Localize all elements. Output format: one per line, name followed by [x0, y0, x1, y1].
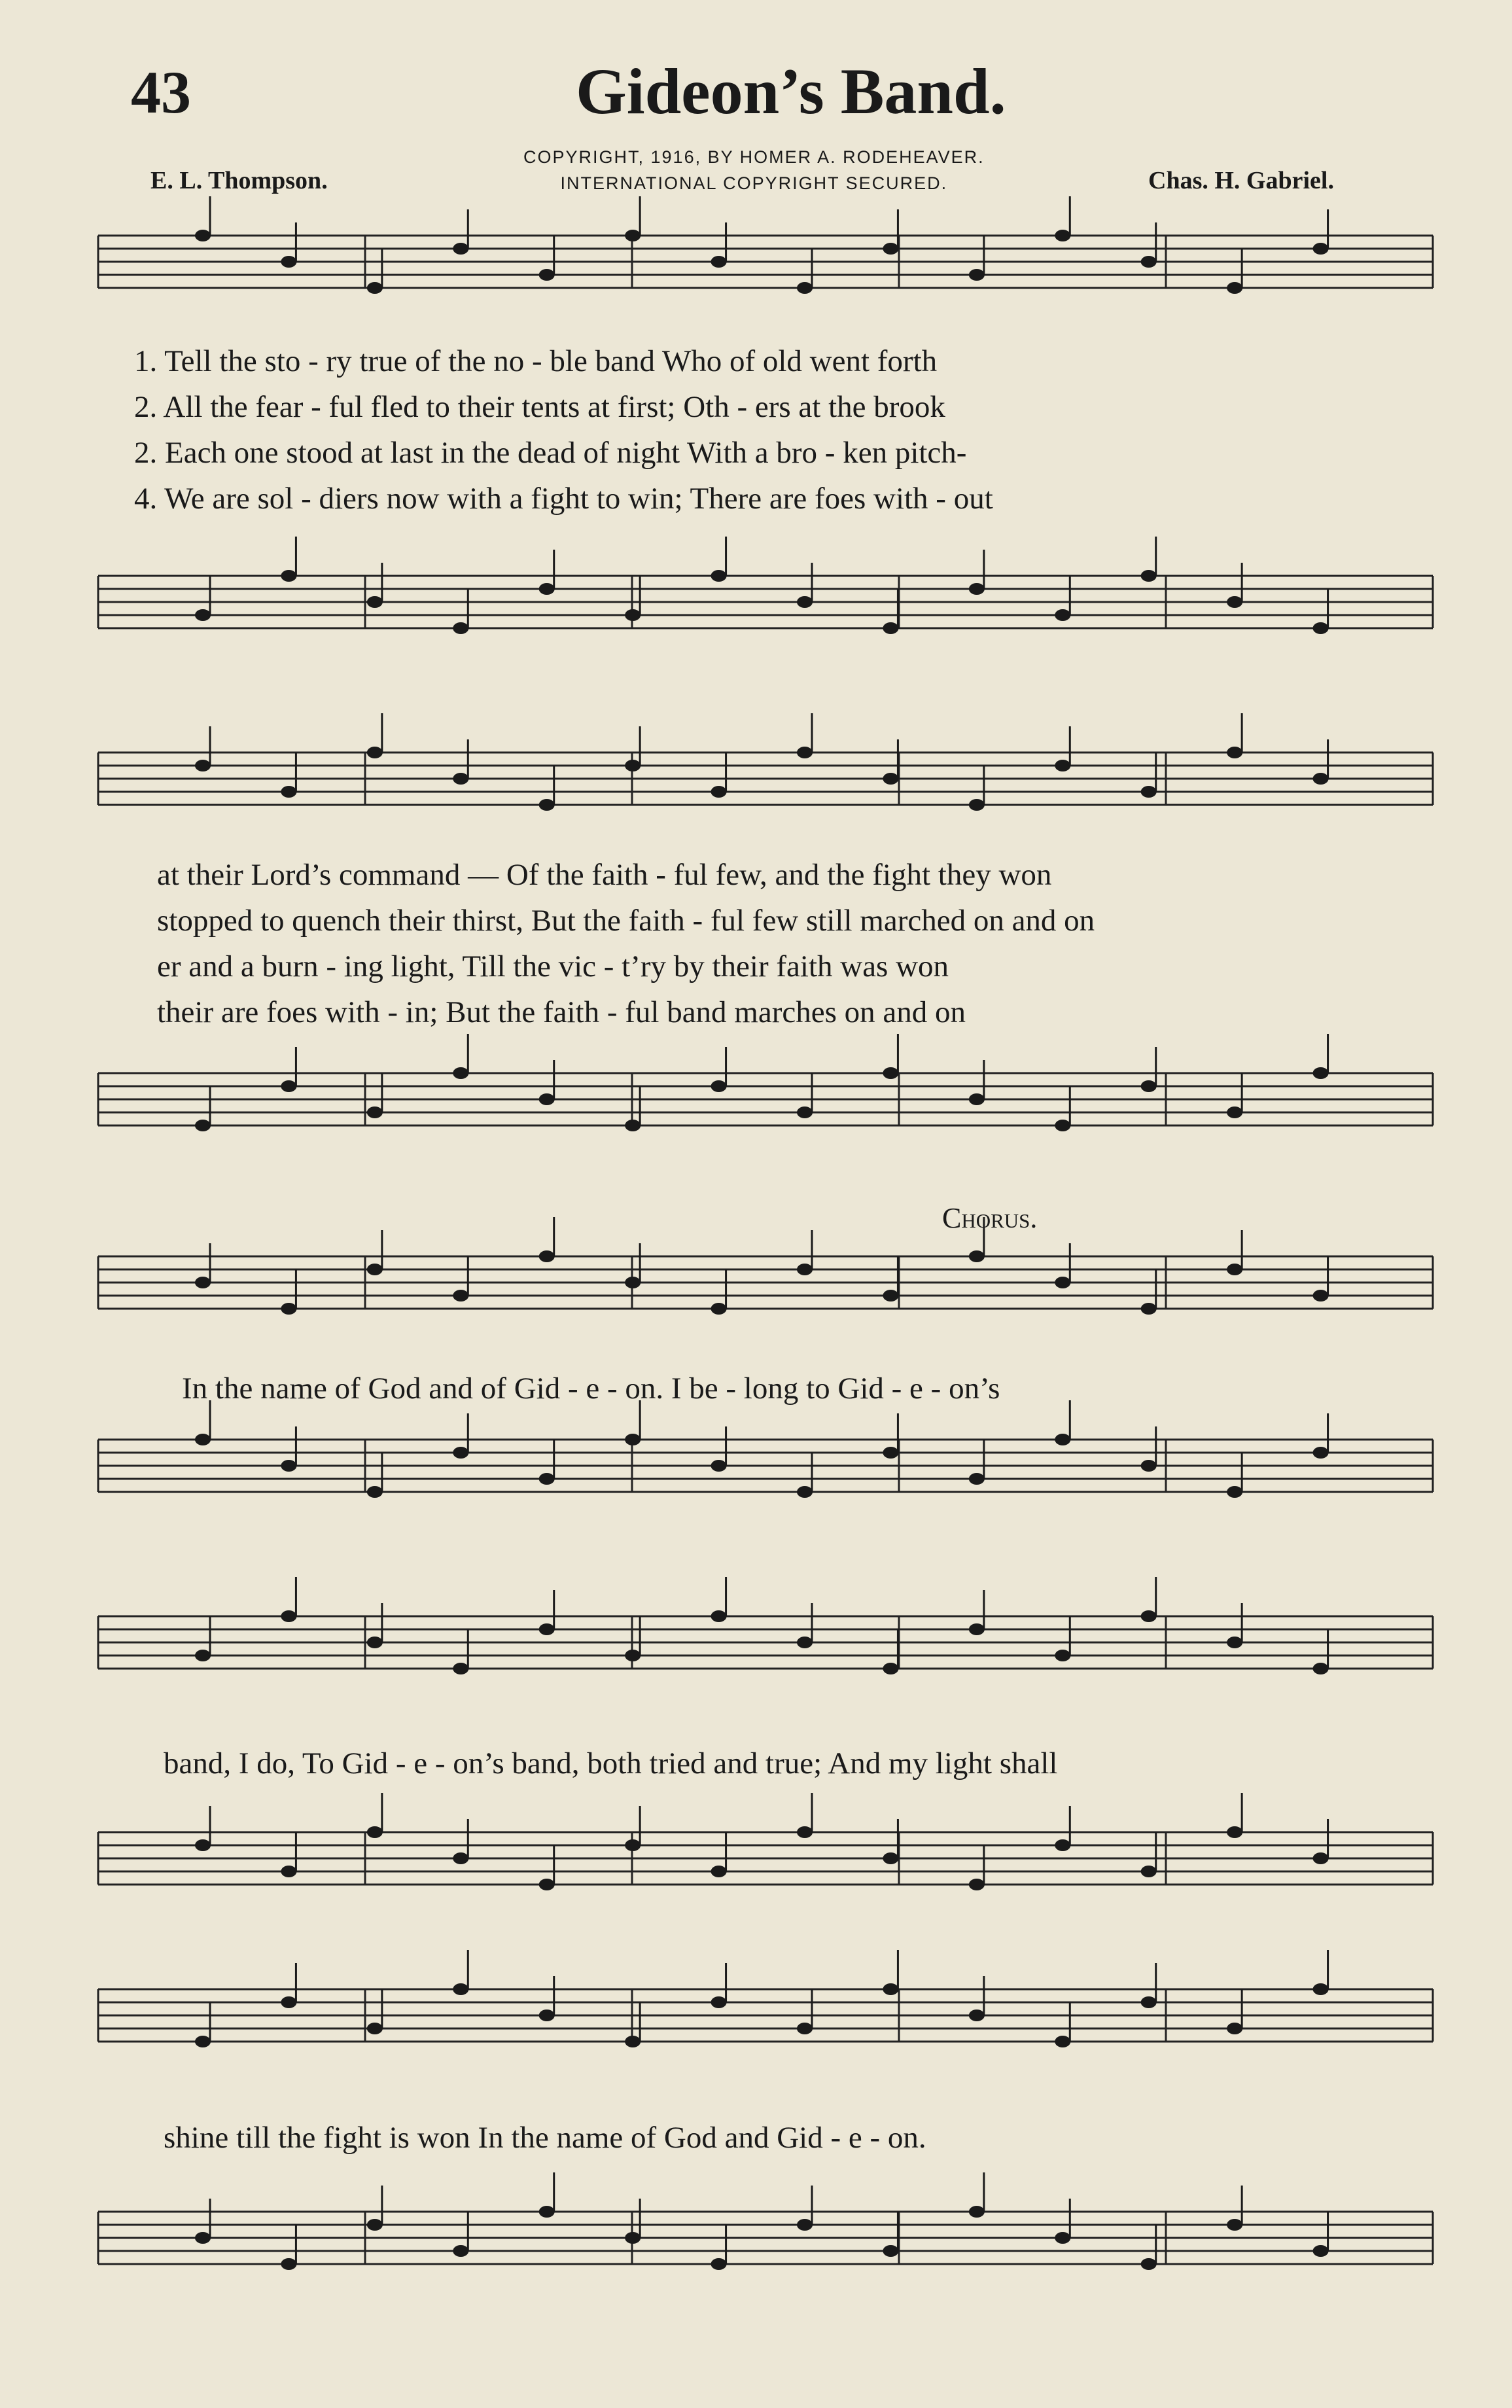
notehead [797, 747, 813, 758]
notehead [797, 2219, 813, 2231]
notehead [539, 583, 555, 595]
notehead [625, 760, 641, 771]
notehead [195, 1650, 211, 1661]
notehead [1227, 1486, 1242, 1498]
notehead [1141, 1610, 1157, 1622]
notehead [195, 760, 211, 771]
notehead [1055, 1650, 1070, 1661]
notehead [367, 2219, 383, 2231]
notehead [281, 1996, 296, 2008]
notehead [969, 799, 985, 811]
notehead [1141, 570, 1157, 582]
notehead [969, 269, 985, 281]
notehead [539, 1250, 555, 1262]
verse-2-line-a: 2. All the fear - ful fled to their tents at first; Oth - ers at the brook [134, 390, 945, 424]
notehead [539, 1473, 555, 1485]
verse-2-line-b: stopped to quench their thirst, But the faith - ful few still marched on and on [157, 904, 1095, 938]
notehead [1313, 1447, 1329, 1459]
notehead [281, 2258, 296, 2270]
notehead [367, 1264, 383, 1275]
notehead [883, 2245, 898, 2257]
notehead [195, 1434, 211, 1445]
notehead [625, 1277, 641, 1288]
notehead [281, 570, 296, 582]
notehead [1141, 1996, 1157, 2008]
verse-4-line-a: 4. We are sol - diers now with a fight to win; There are foes with - out [134, 482, 993, 516]
notehead [281, 1303, 296, 1315]
verse-1-line-b: at their Lord’s command — Of the faith - ful few, and the fight they won [157, 858, 1052, 892]
notehead [281, 1866, 296, 1877]
notehead [797, 1826, 813, 1838]
notehead [1055, 2036, 1070, 2047]
copyright-line-2: INTERNATIONAL COPYRIGHT SECURED. [560, 173, 948, 193]
notehead [1141, 1460, 1157, 1472]
notehead [453, 1852, 468, 1864]
composer-credit: Chas. H. Gabriel. [1148, 167, 1334, 194]
notehead [711, 570, 727, 582]
notehead [711, 1303, 727, 1315]
notehead [883, 622, 898, 634]
notehead [195, 1839, 211, 1851]
notehead [1313, 1983, 1329, 1995]
notehead [711, 786, 727, 798]
notehead [883, 773, 898, 785]
notehead [1141, 786, 1157, 798]
notehead [883, 1663, 898, 1674]
notehead [797, 1107, 813, 1118]
notehead [1141, 1866, 1157, 1877]
notehead [711, 2258, 727, 2270]
notehead [969, 583, 985, 595]
notehead [539, 2010, 555, 2021]
notehead [195, 1120, 211, 1131]
notehead [969, 2206, 985, 2218]
chorus-label: Chorus. [942, 1202, 1038, 1234]
notehead [625, 1434, 641, 1445]
notehead [1227, 1637, 1242, 1648]
notehead [1313, 1290, 1329, 1301]
notehead [367, 596, 383, 608]
notehead [1055, 1277, 1070, 1288]
song-title: Gideon’s Band. [576, 55, 1006, 128]
notehead [711, 1460, 727, 1472]
notehead [1227, 2219, 1242, 2231]
notehead [1055, 230, 1070, 241]
notehead [453, 1983, 468, 1995]
notehead [1055, 1839, 1070, 1851]
notehead [1055, 760, 1070, 771]
notehead [367, 1486, 383, 1498]
notehead [367, 1637, 383, 1648]
verse-4-line-b: their are foes with - in; But the faith - ful band marches on and on [157, 995, 966, 1029]
lyricist-credit: E. L. Thompson. [150, 167, 328, 194]
notehead [367, 282, 383, 294]
notehead [625, 609, 641, 621]
verse-1-line-a: 1. Tell the sto - ry true of the no - ble band Who of old went forth [134, 344, 938, 378]
notehead [1313, 1852, 1329, 1864]
notehead [711, 1080, 727, 1092]
notehead [539, 269, 555, 281]
verse-3-line-b: er and a burn - ing light, Till the vic - t’ry by their faith was won [157, 949, 949, 983]
notehead [711, 1866, 727, 1877]
notehead [711, 1610, 727, 1622]
copyright-line-1: COPYRIGHT, 1916, BY HOMER A. RODEHEAVER. [523, 147, 985, 167]
notehead [195, 2036, 211, 2047]
notehead [281, 786, 296, 798]
notehead [1141, 2258, 1157, 2270]
notehead [969, 2010, 985, 2021]
chorus-line-1: In the name of God and of Gid - e - on. I be - long to Gid - e - on’s [182, 1372, 1000, 1406]
notehead [1227, 1264, 1242, 1275]
notehead [883, 1852, 898, 1864]
notehead [883, 1067, 898, 1079]
notehead [1141, 1303, 1157, 1315]
notehead [969, 1093, 985, 1105]
notehead [281, 1610, 296, 1622]
notehead [1313, 2245, 1329, 2257]
notehead [539, 2206, 555, 2218]
notehead [539, 1879, 555, 1890]
notehead [453, 1447, 468, 1459]
notehead [539, 1623, 555, 1635]
notehead [625, 2036, 641, 2047]
notehead [539, 799, 555, 811]
notehead [1227, 1826, 1242, 1838]
notehead [1055, 1120, 1070, 1131]
notehead [367, 1107, 383, 1118]
notehead [453, 2245, 468, 2257]
notehead [281, 256, 296, 268]
notehead [883, 1447, 898, 1459]
notehead [1141, 256, 1157, 268]
notehead [625, 1120, 641, 1131]
notehead [1227, 596, 1242, 608]
notehead [969, 1473, 985, 1485]
notehead [625, 2232, 641, 2244]
notehead [625, 1839, 641, 1851]
notehead [969, 1879, 985, 1890]
notehead [883, 1290, 898, 1301]
notehead [1313, 622, 1329, 634]
notehead [797, 2023, 813, 2034]
notehead [453, 622, 468, 634]
notehead [1227, 747, 1242, 758]
notehead [797, 1486, 813, 1498]
notehead [797, 1264, 813, 1275]
notehead [281, 1080, 296, 1092]
notehead [1055, 1434, 1070, 1445]
verse-3-line-a: 2. Each one stood at last in the dead of night With a bro - ken pitch- [134, 436, 967, 470]
notehead [1141, 1080, 1157, 1092]
notehead [711, 1996, 727, 2008]
notehead [453, 243, 468, 255]
notehead [883, 243, 898, 255]
notehead [367, 747, 383, 758]
notehead [195, 2232, 211, 2244]
notehead [969, 1623, 985, 1635]
notehead [539, 1093, 555, 1105]
notehead [1055, 609, 1070, 621]
notehead [195, 1277, 211, 1288]
notehead [1227, 282, 1242, 294]
notehead [1055, 2232, 1070, 2244]
notehead [453, 1290, 468, 1301]
notehead [1313, 1663, 1329, 1674]
notehead [281, 1460, 296, 1472]
notehead [1313, 243, 1329, 255]
notehead [797, 596, 813, 608]
notehead [453, 1067, 468, 1079]
notehead [1227, 1107, 1242, 1118]
notehead [195, 230, 211, 241]
page-number: 43 [131, 59, 191, 126]
notehead [1227, 2023, 1242, 2034]
chorus-line-2: band, I do, To Gid - e - on’s band, both tried and true; And my light shall [164, 1746, 1058, 1780]
notehead [195, 609, 211, 621]
notehead [711, 256, 727, 268]
notehead [367, 1826, 383, 1838]
chorus-line-3: shine till the fight is won In the name of God and Gid - e - on. [164, 2121, 926, 2155]
notehead [797, 1637, 813, 1648]
notehead [883, 1983, 898, 1995]
notehead [1313, 773, 1329, 785]
notehead [453, 773, 468, 785]
notehead [969, 1250, 985, 1262]
notehead [797, 282, 813, 294]
notehead [453, 1663, 468, 1674]
notehead [367, 2023, 383, 2034]
notehead [1313, 1067, 1329, 1079]
notehead [625, 1650, 641, 1661]
notehead [625, 230, 641, 241]
